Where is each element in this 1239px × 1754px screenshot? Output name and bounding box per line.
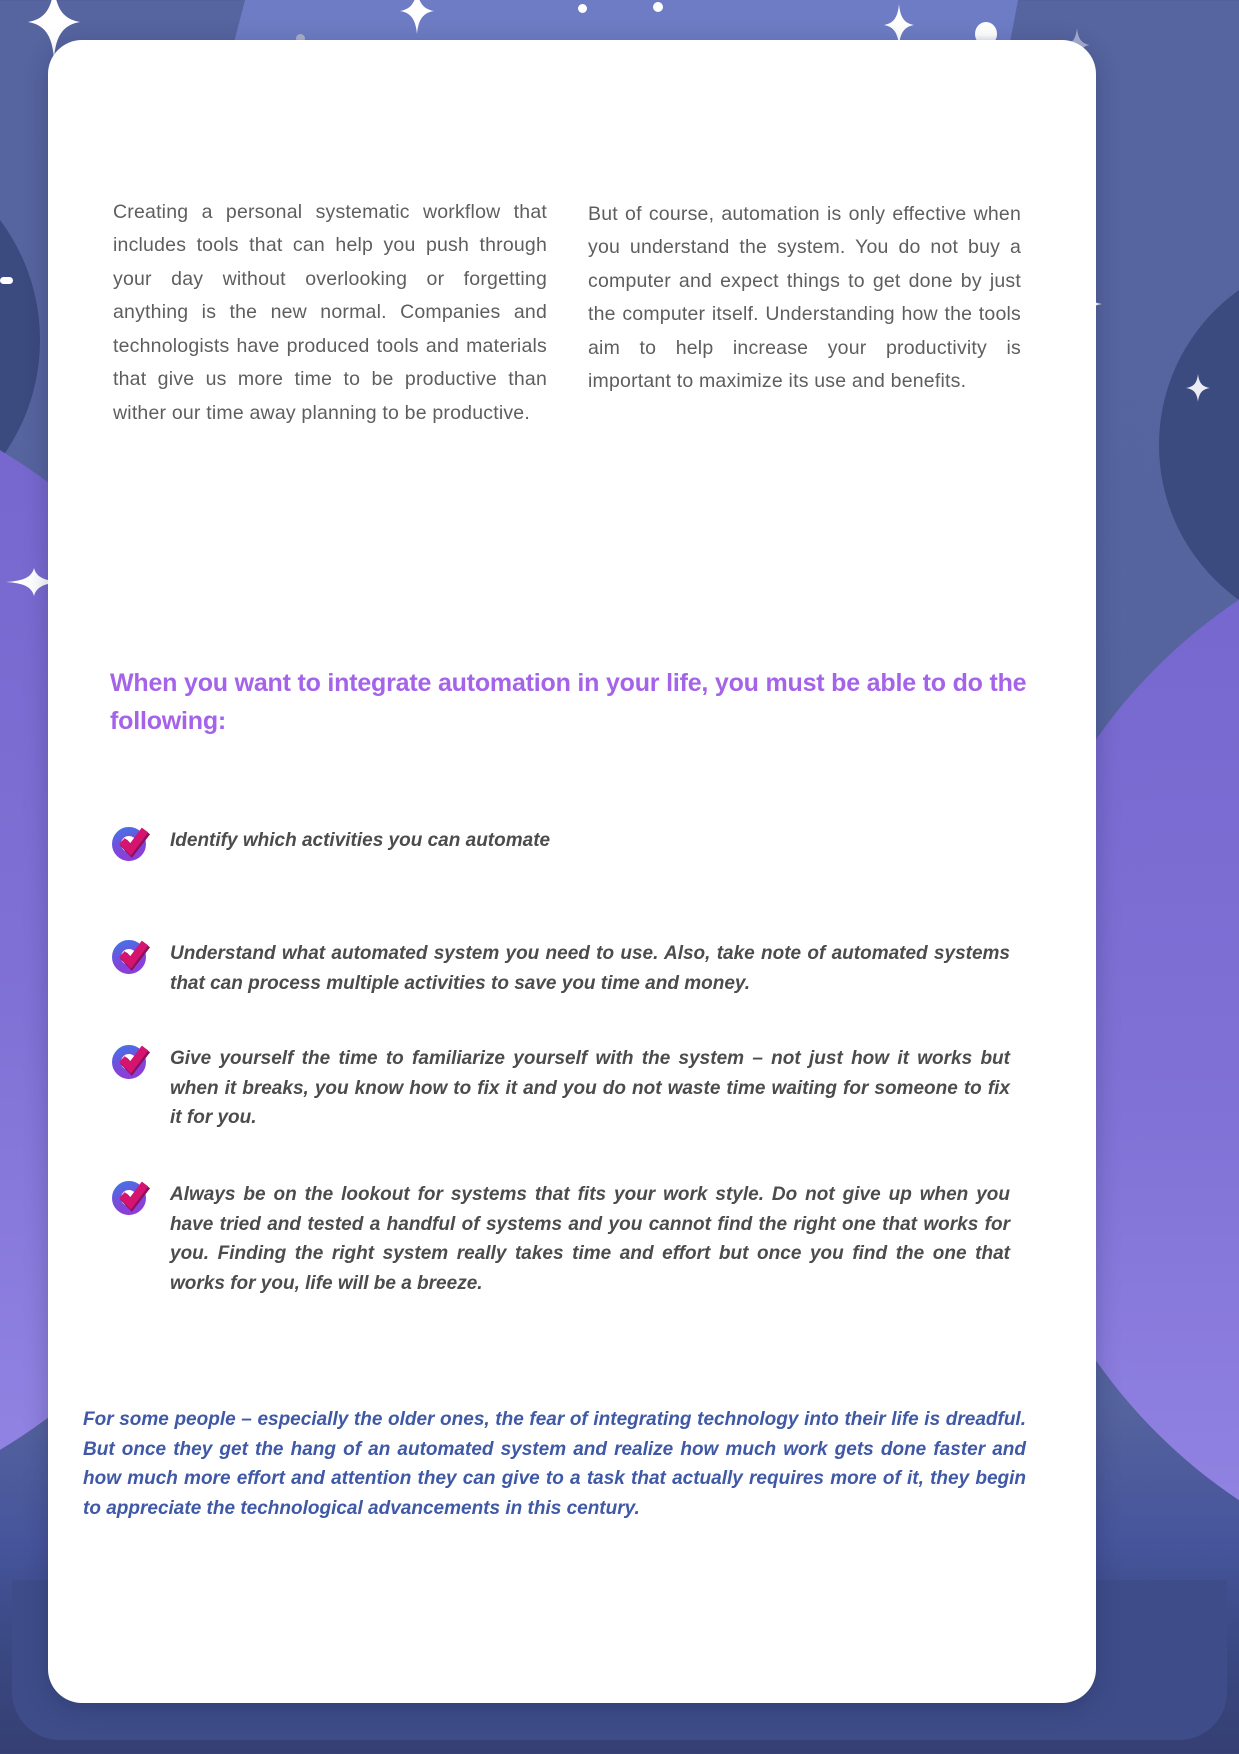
page-card: [48, 40, 1096, 1703]
check-badge-icon: [110, 935, 150, 975]
check-badge-icon: [110, 1040, 150, 1080]
closing-paragraph: For some people – especially the older ones, the fear of integrating technology into their life is dreadful. But once they get the hang of an automated system and realize how much work gets done faster and how much more effort and attention they can give to a task that actually requires more of it, they begin to appreciate the technological advancements in this century.: [83, 1409, 1026, 1519]
check-badge-icon: [110, 822, 150, 862]
intro-paragraph-right: But of course, automation is only effective when you understand the system. You do not buy a computer and expect things to get done by just the computer itself. Understanding how the tools aim to help increase your productivity is important to maximize its use and benefits.: [588, 202, 1021, 392]
checklist-item: [110, 1040, 1015, 1152]
checklist-item: [110, 1176, 1015, 1317]
checklist-item-text: Always be on the lookout for systems that fits your work style. Do not give up when you have tried and tested a handful of systems and you cannot find the right one that works for you. Finding the right system really takes time and effort but once you find the one that works for you, life will be a breeze.: [170, 1184, 1010, 1294]
sparkle-icon: [1186, 374, 1210, 402]
sparkle-icon: [400, 0, 434, 34]
checklist-item-text: Identify which activities you can automate: [170, 830, 551, 851]
star-dot: [653, 2, 663, 12]
checklist-item-text: Understand what automated system you need to use. Also, take note of automated systems that can process multiple activities to save you time and money.: [170, 943, 1010, 994]
checklist-item: [110, 822, 1015, 875]
checklist-item-text: Give yourself the time to familiarize yourself with the system – not just how it works but when it breaks, you know how to fix it and you do not waste time waiting for someone to fix it for you.: [170, 1048, 1010, 1128]
checklist-item: [110, 935, 1015, 1017]
section-heading: When you want to integrate automation in your life, you must be able to do the following:: [110, 668, 1027, 735]
check-badge-icon: [110, 1176, 150, 1216]
dark-circle-right: [1159, 255, 1239, 635]
star-dot: [0, 277, 13, 284]
intro-paragraph-left: Creating a personal systematic workflow that includes tools that can help you push through your day without overlooking or forgetting anything is the new normal. Companies and technologists have produced tools and materials that give us more time to be productive than wither our time away planning to be productive.: [113, 200, 547, 424]
star-dot: [578, 4, 587, 13]
